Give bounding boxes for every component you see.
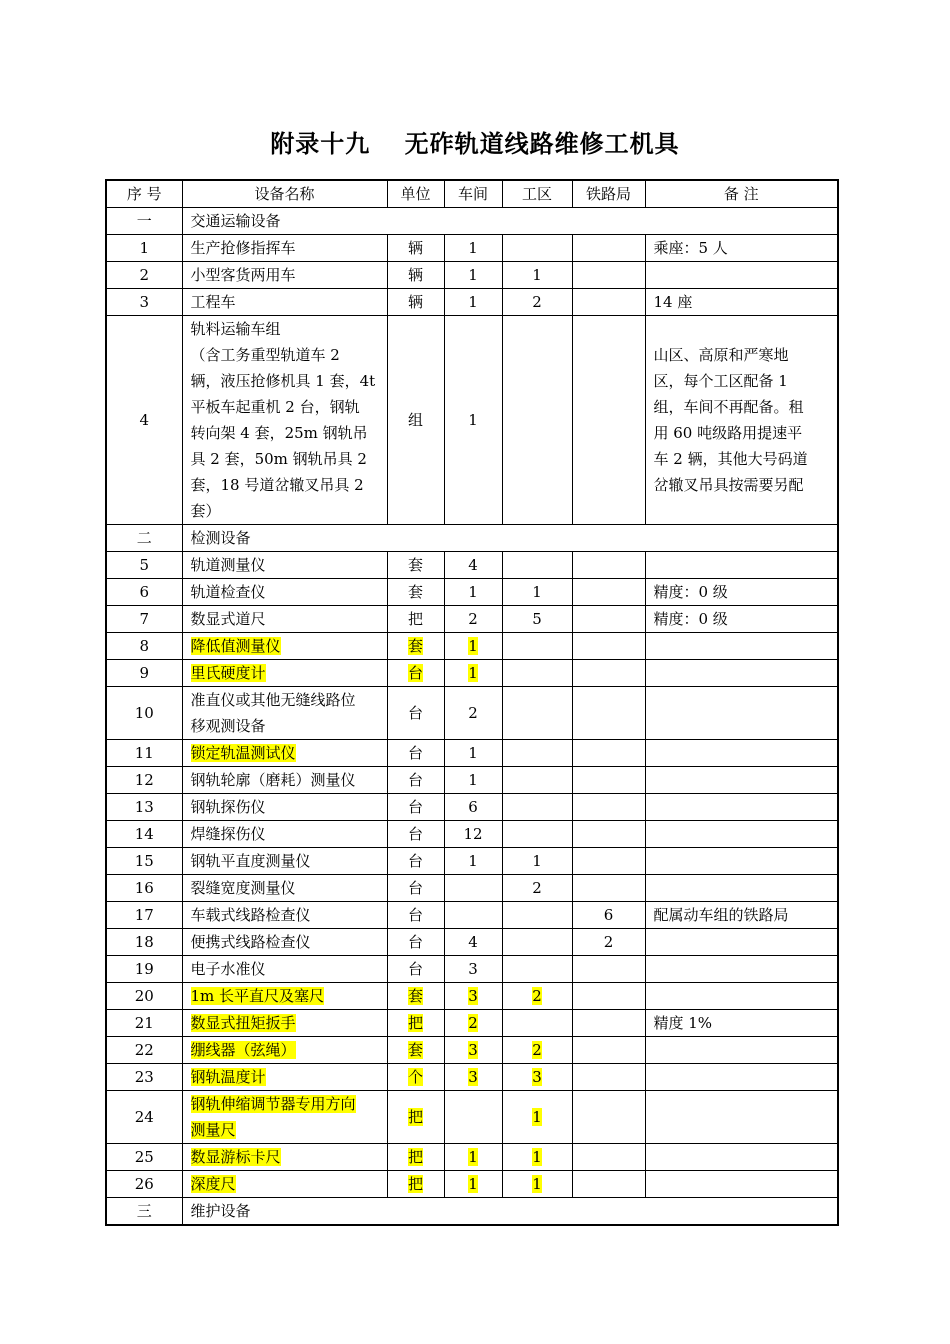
cell-unit-text: 台 bbox=[407, 664, 423, 682]
cell-note: 乘座：5 人 bbox=[645, 235, 838, 262]
header-name: 设备名称 bbox=[182, 180, 387, 208]
cell-bureau bbox=[572, 552, 645, 579]
cell-unit-text: 套 bbox=[407, 1041, 423, 1059]
cell-workshop: 1 bbox=[444, 579, 502, 606]
name-line: 辆，液压抢修机具 1 套，4t bbox=[190, 372, 376, 390]
cell-no: 22 bbox=[106, 1037, 182, 1064]
table-row bbox=[106, 956, 838, 983]
cell-bureau bbox=[572, 660, 645, 687]
cell-section-name: 交通运输设备 bbox=[182, 208, 838, 235]
cell-name: 小型客货两用车 bbox=[182, 262, 387, 289]
cell-workshop bbox=[444, 1010, 502, 1037]
name-line: 具 2 套，50m 钢轨吊具 2 bbox=[190, 450, 367, 468]
cell-name: 焊缝探伤仪 bbox=[182, 821, 387, 848]
table-row bbox=[106, 983, 838, 1010]
cell-unit: 台 bbox=[387, 875, 444, 902]
cell-unit-text: 把 bbox=[407, 1175, 423, 1193]
cell-workshop: 2 bbox=[444, 606, 502, 633]
cell-bureau bbox=[572, 983, 645, 1010]
cell-bureau bbox=[572, 262, 645, 289]
note-line: 岔辙叉吊具按需要另配 bbox=[653, 476, 804, 494]
cell-workshop: 6 bbox=[444, 794, 502, 821]
cell-note bbox=[645, 1144, 838, 1171]
note-line: 区，每个工区配备 1 bbox=[653, 372, 788, 390]
cell-no: 18 bbox=[106, 929, 182, 956]
cell-name bbox=[182, 660, 387, 687]
name-text: 锁定轨温测试仪 bbox=[190, 744, 296, 762]
name-text: 绷线器（弦绳） bbox=[190, 1041, 296, 1059]
cell-name bbox=[182, 687, 387, 740]
cell-area: 1 bbox=[502, 262, 572, 289]
table-row bbox=[106, 1171, 838, 1198]
cell-workshop: 12 bbox=[444, 821, 502, 848]
cell-note: 精度 1% bbox=[645, 1010, 838, 1037]
cell-name bbox=[182, 1037, 387, 1064]
cell-workshop bbox=[444, 1091, 502, 1144]
name-line: 测量尺 bbox=[190, 1121, 236, 1139]
cell-no: 21 bbox=[106, 1010, 182, 1037]
header-area: 工区 bbox=[502, 180, 572, 208]
cell-area bbox=[502, 316, 572, 525]
cell-name bbox=[182, 983, 387, 1010]
cell-workshop bbox=[444, 1064, 502, 1091]
cell-workshop: 1 bbox=[444, 262, 502, 289]
cell-unit: 组 bbox=[387, 316, 444, 525]
cell-note bbox=[645, 821, 838, 848]
cell-bureau bbox=[572, 848, 645, 875]
cell-note bbox=[645, 262, 838, 289]
table-body bbox=[106, 208, 838, 1226]
cell-no: 14 bbox=[106, 821, 182, 848]
cell-no: 26 bbox=[106, 1171, 182, 1198]
cell-bureau bbox=[572, 633, 645, 660]
cell-workshop bbox=[444, 633, 502, 660]
cell-bureau bbox=[572, 956, 645, 983]
cell-workshop: 1 bbox=[444, 289, 502, 316]
cell-no: 2 bbox=[106, 262, 182, 289]
cell-note bbox=[645, 1091, 838, 1144]
cell-unit bbox=[387, 983, 444, 1010]
cell-bureau bbox=[572, 875, 645, 902]
name-text: 数显式扭矩扳手 bbox=[190, 1014, 296, 1032]
name-line: 移观测设备 bbox=[190, 717, 266, 735]
cell-workshop: 4 bbox=[444, 552, 502, 579]
cell-note bbox=[645, 875, 838, 902]
cell-name bbox=[182, 740, 387, 767]
cell-area bbox=[502, 552, 572, 579]
cell-area bbox=[502, 235, 572, 262]
cell-no: 6 bbox=[106, 579, 182, 606]
table-row bbox=[106, 687, 838, 740]
cell-workshop bbox=[444, 902, 502, 929]
table-row bbox=[106, 289, 838, 316]
cell-name: 轨道测量仪 bbox=[182, 552, 387, 579]
cell-workshop bbox=[444, 1144, 502, 1171]
cell-unit bbox=[387, 1037, 444, 1064]
cell-unit bbox=[387, 1091, 444, 1144]
table-header-row bbox=[106, 180, 838, 208]
cell-unit-text: 把 bbox=[407, 1148, 423, 1166]
cell-workshop: 2 bbox=[444, 687, 502, 740]
cell-no: 16 bbox=[106, 875, 182, 902]
cell-workshop: 4 bbox=[444, 929, 502, 956]
table-row bbox=[106, 821, 838, 848]
cell-name bbox=[182, 316, 387, 525]
table-row bbox=[106, 660, 838, 687]
cell-workshop bbox=[444, 1171, 502, 1198]
name-line: （含工务重型轨道车 2 bbox=[190, 346, 340, 364]
cell-workshop-text: 1 bbox=[468, 1175, 478, 1193]
cell-note bbox=[645, 633, 838, 660]
cell-area bbox=[502, 794, 572, 821]
cell-note bbox=[645, 1171, 838, 1198]
cell-name: 裂缝宽度测量仪 bbox=[182, 875, 387, 902]
cell-area: 2 bbox=[502, 289, 572, 316]
name-line: 准直仪或其他无缝线路位 bbox=[190, 691, 356, 709]
cell-area: 5 bbox=[502, 606, 572, 633]
note-line: 用 60 吨级路用提速平 bbox=[653, 424, 803, 442]
name-text: 数显游标卡尺 bbox=[190, 1148, 281, 1166]
header-bureau: 铁路局 bbox=[572, 180, 645, 208]
cell-no: 13 bbox=[106, 794, 182, 821]
cell-area bbox=[502, 929, 572, 956]
name-line: 转向架 4 套，25m 钢轨吊 bbox=[190, 424, 368, 442]
cell-note: 14 座 bbox=[645, 289, 838, 316]
cell-no: 3 bbox=[106, 289, 182, 316]
cell-area bbox=[502, 821, 572, 848]
cell-bureau bbox=[572, 1064, 645, 1091]
cell-note bbox=[645, 552, 838, 579]
cell-unit: 台 bbox=[387, 687, 444, 740]
cell-workshop bbox=[444, 875, 502, 902]
cell-area bbox=[502, 1010, 572, 1037]
cell-name: 生产抢修指挥车 bbox=[182, 235, 387, 262]
cell-unit bbox=[387, 1144, 444, 1171]
table-row bbox=[106, 794, 838, 821]
cell-note: 精度：0 级 bbox=[645, 579, 838, 606]
cell-unit: 台 bbox=[387, 767, 444, 794]
cell-unit bbox=[387, 1010, 444, 1037]
table-row bbox=[106, 767, 838, 794]
cell-no: 一 bbox=[106, 208, 182, 235]
cell-no: 11 bbox=[106, 740, 182, 767]
cell-workshop: 1 bbox=[444, 316, 502, 525]
cell-no: 23 bbox=[106, 1064, 182, 1091]
cell-workshop bbox=[444, 1037, 502, 1064]
cell-name bbox=[182, 1144, 387, 1171]
cell-bureau bbox=[572, 1010, 645, 1037]
cell-unit bbox=[387, 633, 444, 660]
cell-no: 25 bbox=[106, 1144, 182, 1171]
cell-unit bbox=[387, 1064, 444, 1091]
cell-bureau bbox=[572, 235, 645, 262]
cell-unit: 套 bbox=[387, 579, 444, 606]
cell-workshop: 1 bbox=[444, 235, 502, 262]
section-row bbox=[106, 1198, 838, 1226]
cell-note bbox=[645, 767, 838, 794]
cell-workshop-text: 1 bbox=[468, 664, 478, 682]
cell-no: 三 bbox=[106, 1198, 182, 1226]
cell-note: 精度：0 级 bbox=[645, 606, 838, 633]
note-line: 山区、高原和严寒地 bbox=[653, 346, 789, 364]
name-text: 钢轨温度计 bbox=[190, 1068, 266, 1086]
cell-no: 4 bbox=[106, 316, 182, 525]
cell-bureau bbox=[572, 1091, 645, 1144]
cell-area bbox=[502, 687, 572, 740]
name-line: 平板车起重机 2 台，钢轨 bbox=[190, 398, 360, 416]
name-line: 轨料运输车组 bbox=[190, 320, 281, 338]
cell-unit: 台 bbox=[387, 740, 444, 767]
cell-unit: 把 bbox=[387, 606, 444, 633]
note-line: 组，车间不再配备。租 bbox=[653, 398, 804, 416]
cell-name bbox=[182, 633, 387, 660]
cell-no: 12 bbox=[106, 767, 182, 794]
cell-area: 2 bbox=[502, 875, 572, 902]
cell-workshop-text: 3 bbox=[468, 1068, 478, 1086]
cell-unit: 台 bbox=[387, 902, 444, 929]
cell-no: 17 bbox=[106, 902, 182, 929]
cell-unit bbox=[387, 660, 444, 687]
section-row bbox=[106, 208, 838, 235]
cell-workshop bbox=[444, 983, 502, 1010]
cell-name: 钢轨轮廓（磨耗）测量仪 bbox=[182, 767, 387, 794]
cell-no: 19 bbox=[106, 956, 182, 983]
cell-workshop bbox=[444, 660, 502, 687]
table-row bbox=[106, 606, 838, 633]
cell-unit-text: 套 bbox=[407, 987, 423, 1005]
cell-no: 8 bbox=[106, 633, 182, 660]
cell-unit-text: 套 bbox=[407, 637, 423, 655]
cell-area bbox=[502, 660, 572, 687]
header-note: 备 注 bbox=[645, 180, 838, 208]
table-row bbox=[106, 235, 838, 262]
cell-bureau bbox=[572, 794, 645, 821]
table-row bbox=[106, 262, 838, 289]
cell-note bbox=[645, 1064, 838, 1091]
cell-note bbox=[645, 660, 838, 687]
cell-no: 7 bbox=[106, 606, 182, 633]
cell-unit: 套 bbox=[387, 552, 444, 579]
cell-area: 1 bbox=[502, 848, 572, 875]
cell-area-text: 2 bbox=[532, 987, 542, 1005]
cell-bureau bbox=[572, 316, 645, 525]
cell-note bbox=[645, 983, 838, 1010]
cell-no: 15 bbox=[106, 848, 182, 875]
cell-area bbox=[502, 956, 572, 983]
cell-unit-text: 个 bbox=[407, 1068, 423, 1086]
cell-bureau bbox=[572, 606, 645, 633]
name-line: 套，18 号道岔辙叉吊具 2 bbox=[190, 476, 364, 494]
cell-area bbox=[502, 767, 572, 794]
cell-area-text: 1 bbox=[532, 1175, 542, 1193]
cell-bureau bbox=[572, 740, 645, 767]
cell-area-text: 1 bbox=[532, 1108, 542, 1126]
table-row bbox=[106, 875, 838, 902]
note-line: 车 2 辆，其他大号码道 bbox=[653, 450, 808, 468]
table-row bbox=[106, 1064, 838, 1091]
cell-area bbox=[502, 1171, 572, 1198]
cell-workshop-text: 2 bbox=[468, 1014, 478, 1032]
cell-unit: 台 bbox=[387, 929, 444, 956]
name-text: 1m 长平直尺及塞尺 bbox=[190, 987, 325, 1005]
cell-note: 配属动车组的铁路局 bbox=[645, 902, 838, 929]
name-text: 深度尺 bbox=[190, 1175, 236, 1193]
cell-unit-text: 把 bbox=[407, 1014, 423, 1032]
cell-note bbox=[645, 1037, 838, 1064]
cell-area-text: 1 bbox=[532, 1148, 542, 1166]
table-row bbox=[106, 633, 838, 660]
header-no: 序 号 bbox=[106, 180, 182, 208]
cell-workshop: 1 bbox=[444, 767, 502, 794]
cell-workshop: 1 bbox=[444, 848, 502, 875]
cell-no: 二 bbox=[106, 525, 182, 552]
cell-note bbox=[645, 740, 838, 767]
cell-name: 数显式道尺 bbox=[182, 606, 387, 633]
page-title: 附录十九 无砟轨道线路维修工机具 bbox=[270, 130, 680, 158]
cell-area bbox=[502, 1037, 572, 1064]
cell-bureau bbox=[572, 1171, 645, 1198]
cell-name: 轨道检查仪 bbox=[182, 579, 387, 606]
table-row bbox=[106, 740, 838, 767]
cell-area bbox=[502, 902, 572, 929]
name-text: 里氏硬度计 bbox=[190, 664, 266, 682]
cell-name bbox=[182, 1171, 387, 1198]
section-row bbox=[106, 525, 838, 552]
cell-area bbox=[502, 1144, 572, 1171]
cell-no: 24 bbox=[106, 1091, 182, 1144]
cell-name: 车载式线路检查仪 bbox=[182, 902, 387, 929]
cell-no: 10 bbox=[106, 687, 182, 740]
cell-area bbox=[502, 983, 572, 1010]
cell-unit: 辆 bbox=[387, 262, 444, 289]
cell-name bbox=[182, 1064, 387, 1091]
cell-no: 5 bbox=[106, 552, 182, 579]
cell-area: 1 bbox=[502, 579, 572, 606]
cell-note bbox=[645, 316, 838, 525]
cell-bureau: 6 bbox=[572, 902, 645, 929]
cell-area-text: 2 bbox=[532, 1041, 542, 1059]
table-row bbox=[106, 552, 838, 579]
cell-bureau: 2 bbox=[572, 929, 645, 956]
table-row bbox=[106, 1091, 838, 1144]
table-row bbox=[106, 929, 838, 956]
table-row bbox=[106, 1037, 838, 1064]
table-row bbox=[106, 848, 838, 875]
cell-name: 钢轨探伤仪 bbox=[182, 794, 387, 821]
cell-name: 便携式线路检查仪 bbox=[182, 929, 387, 956]
cell-bureau bbox=[572, 687, 645, 740]
cell-area bbox=[502, 633, 572, 660]
name-text: 降低值测量仪 bbox=[190, 637, 281, 655]
table-row bbox=[106, 1010, 838, 1037]
cell-unit: 辆 bbox=[387, 235, 444, 262]
table-row bbox=[106, 902, 838, 929]
cell-bureau bbox=[572, 289, 645, 316]
cell-bureau bbox=[572, 579, 645, 606]
cell-name bbox=[182, 1091, 387, 1144]
cell-bureau bbox=[572, 767, 645, 794]
cell-workshop-text: 3 bbox=[468, 1041, 478, 1059]
header-unit: 单位 bbox=[387, 180, 444, 208]
header-workshop: 车间 bbox=[444, 180, 502, 208]
cell-workshop: 3 bbox=[444, 956, 502, 983]
cell-note bbox=[645, 687, 838, 740]
cell-workshop: 1 bbox=[444, 740, 502, 767]
cell-unit: 台 bbox=[387, 821, 444, 848]
cell-no: 1 bbox=[106, 235, 182, 262]
cell-note bbox=[645, 794, 838, 821]
cell-unit: 台 bbox=[387, 956, 444, 983]
cell-no: 9 bbox=[106, 660, 182, 687]
cell-section-name: 检测设备 bbox=[182, 525, 838, 552]
cell-note bbox=[645, 848, 838, 875]
table-row bbox=[106, 1144, 838, 1171]
cell-section-name: 维护设备 bbox=[182, 1198, 838, 1226]
cell-workshop-text: 3 bbox=[468, 987, 478, 1005]
cell-area-text: 3 bbox=[532, 1068, 542, 1086]
cell-area bbox=[502, 740, 572, 767]
cell-unit: 台 bbox=[387, 848, 444, 875]
cell-no: 20 bbox=[106, 983, 182, 1010]
cell-bureau bbox=[572, 821, 645, 848]
cell-workshop-text: 1 bbox=[468, 637, 478, 655]
cell-bureau bbox=[572, 1037, 645, 1064]
cell-name bbox=[182, 1010, 387, 1037]
table-row bbox=[106, 316, 838, 525]
cell-unit: 辆 bbox=[387, 289, 444, 316]
cell-workshop-text: 1 bbox=[468, 1148, 478, 1166]
cell-unit: 台 bbox=[387, 794, 444, 821]
cell-note bbox=[645, 929, 838, 956]
equipment-table bbox=[105, 179, 839, 1226]
table-row bbox=[106, 579, 838, 606]
cell-unit-text: 把 bbox=[407, 1108, 423, 1126]
cell-unit bbox=[387, 1171, 444, 1198]
cell-area bbox=[502, 1091, 572, 1144]
cell-name: 电子水准仪 bbox=[182, 956, 387, 983]
cell-name: 钢轨平直度测量仪 bbox=[182, 848, 387, 875]
name-line: 套） bbox=[190, 502, 221, 520]
cell-area bbox=[502, 1064, 572, 1091]
cell-note bbox=[645, 956, 838, 983]
name-line: 钢轨伸缩调节器专用方向 bbox=[190, 1095, 356, 1113]
cell-bureau bbox=[572, 1144, 645, 1171]
cell-name: 工程车 bbox=[182, 289, 387, 316]
